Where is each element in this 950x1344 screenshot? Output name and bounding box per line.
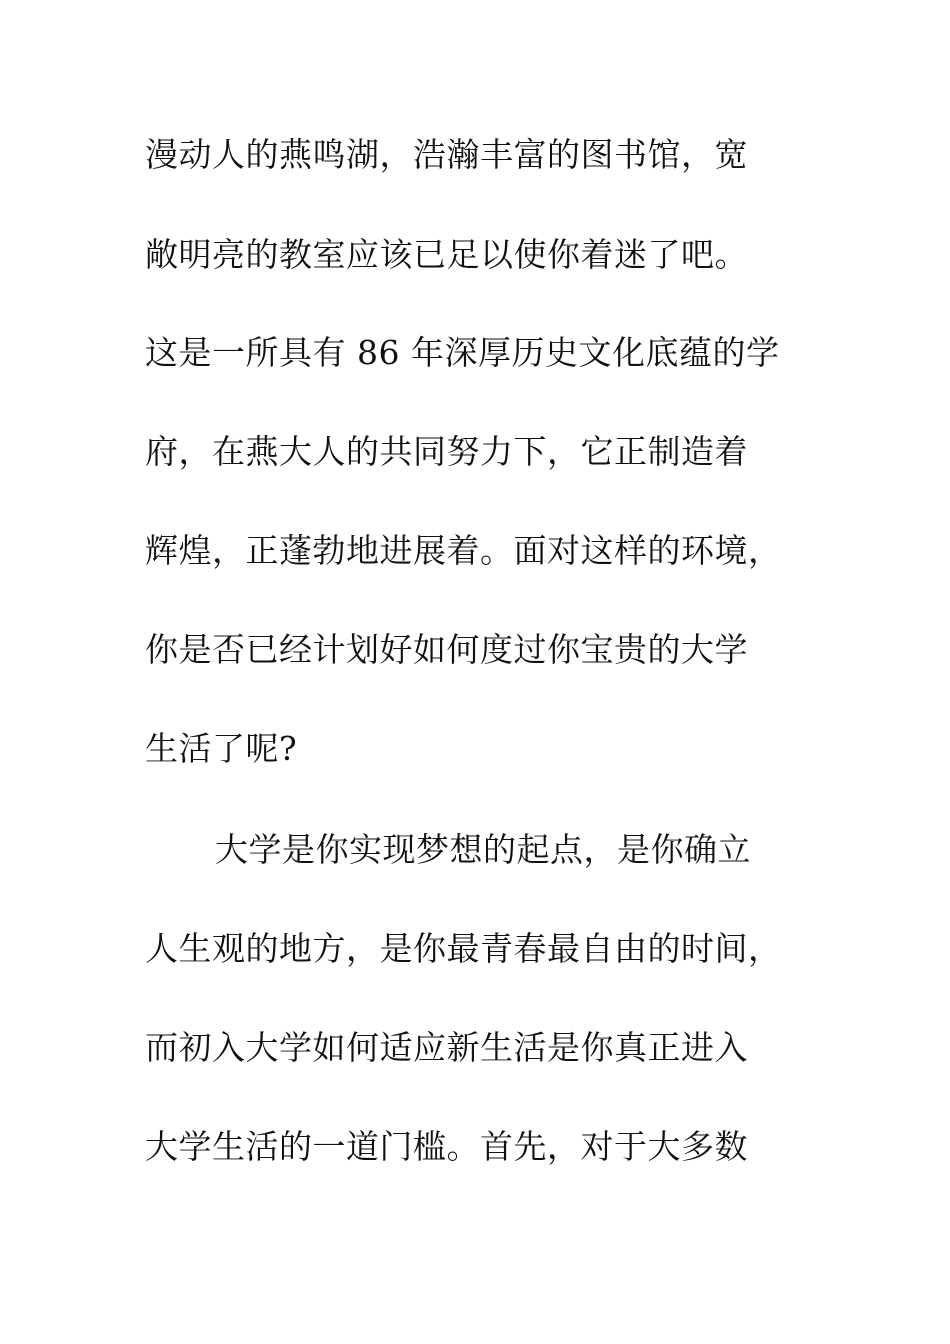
text-line-5: 辉煌，正蓬勃地进展着。面对这样的环境， — [145, 531, 782, 570]
text-line-11: 大学生活的一道门槛。首先，对于大多数 — [145, 1127, 748, 1166]
text-line-1: 漫动人的燕鸣湖，浩瀚丰富的图书馆，宽 — [145, 135, 748, 174]
text-line-10: 而初入大学如何适应新生活是你真正进入 — [145, 1028, 748, 1067]
text-line-2: 敞明亮的教室应该已足以使你着迷了吧。 — [145, 235, 748, 274]
paragraph-2-first-line: 大学是你实现梦想的起点，是你确立 — [215, 830, 751, 869]
text-line-4: 府，在燕大人的共同努力下，它正制造着 — [145, 432, 748, 471]
text-line-6: 你是否已经计划好如何度过你宝贵的大学 — [145, 630, 748, 669]
text-line-7: 生活了呢? — [145, 729, 298, 768]
text-line-9: 人生观的地方，是你最青春最自由的时间， — [145, 929, 782, 968]
text-line-3: 这是一所具有 86 年深厚历史文化底蕴的学 — [145, 333, 780, 372]
